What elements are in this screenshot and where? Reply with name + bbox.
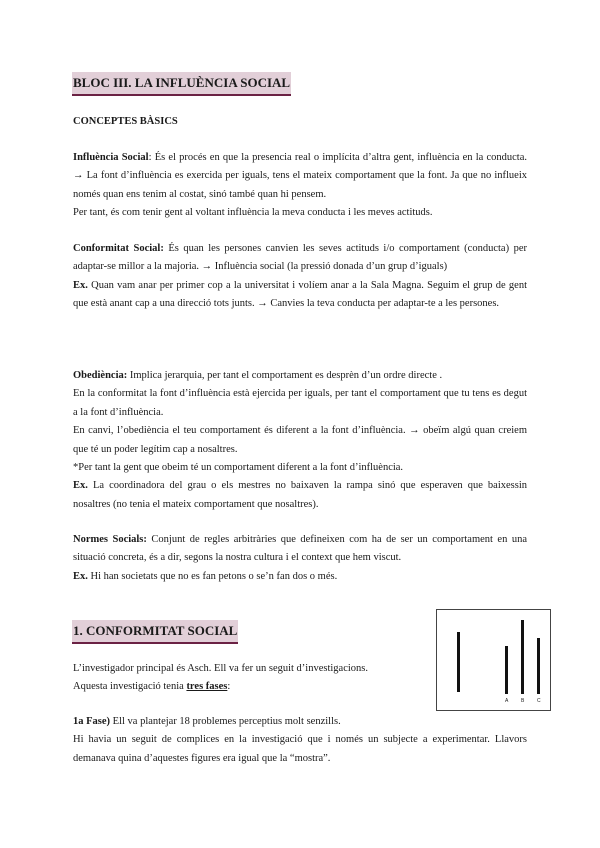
normes-example: Hi han societats que no es fan petons o se’n fan dos o més.	[87, 570, 338, 582]
comparison-line-b	[521, 620, 524, 694]
term-influencia: Influència Social	[73, 152, 149, 163]
example-label: Ex.	[73, 279, 88, 291]
paragraph-asch	[73, 660, 423, 697]
paragraph-influencia	[73, 149, 527, 223]
paragraph-normes	[73, 531, 527, 586]
paragraph-conformitat	[73, 240, 527, 314]
obediencia-line3: En canvi, l’obediència el teu comportament és diferent a la font d’influència. → obeïm algú quan creiem que té un poder legítim cap a nosaltres.	[73, 425, 527, 455]
reference-line	[457, 632, 460, 692]
influencia-line2: Per tant, és com tenir gent al voltant influència la meva conducta i les meves actituds.	[73, 207, 433, 219]
asch-line2-pre: Aquesta investigació tenia	[73, 681, 187, 693]
label-a: A	[505, 698, 509, 704]
bloc-heading: BLOC III. LA INFLUÈNCIA SOCIAL	[72, 72, 291, 96]
example-label: Ex.	[73, 570, 88, 582]
label-c: C	[537, 698, 541, 704]
asch-lines-figure	[436, 609, 551, 711]
asch-line1: L’investigador principal és Asch. Ell va fer un seguit d’investigacions.	[73, 663, 369, 674]
term-conformitat: Conformitat Social:	[73, 243, 164, 254]
obediencia-line4: *Per tant la gent que obeim té un comportament diferent a la font d’influència.	[73, 462, 404, 474]
conformitat-example: Quan vam anar per primer cop a la universitat i volíem anar a la Sala Magna. Seguim el grup de gent que està anant cap a una direcció tots junts. → Canvies la teva conducta per adaptar-te a les persones.	[73, 279, 527, 310]
normes-text: Conjunt de regles arbitràries que defineixen com ha de ser un comportament en una situació concreta, és a dir, segons la nostra cultura i el context que hem viscut.	[73, 534, 527, 564]
comparison-line-a	[505, 646, 508, 694]
asch-line2-underlined: tres fases	[186, 681, 228, 693]
term-normes: Normes Socials:	[73, 534, 147, 545]
paragraph-obediencia	[73, 367, 527, 514]
fase1-line2: Hi havia un seguit de complices en la investigació que i només un subjecte a experimentar. Llavors demanava quina d’aquestes figures era igual que la “mostra”.	[73, 734, 527, 764]
section-heading-conformitat: 1. CONFORMITAT SOCIAL	[72, 620, 238, 644]
obediencia-line2: En la conformitat la font d’influència està ejercida per iguals, per tant el comportament que tu tens es degut a la font d’influència.	[73, 388, 527, 418]
asch-line2-post: :	[227, 681, 231, 693]
subheading-conceptes: CONCEPTES BÀSICS	[73, 116, 178, 127]
fase1-label: 1a Fase)	[73, 716, 111, 727]
fase1-text: Ell va plantejar 18 problemes perceptius molt senzills.	[110, 716, 341, 727]
influencia-text: : És el procés en que la presencia real o implícita d’altra gent, influència en la conducta. → La font d’influència es exercida per iguals, tens el mateix comportament que la font. Ja que no influeix només quan ens tenim al costat, sinó també quan hi pensem.	[73, 152, 528, 200]
conformitat-text: És quan les persones canvien les seves actituds i/o comportament (conducta) per adaptar-se millor a la majoria. → Influència social (la pressió donada d’un grup d’iguals)	[73, 243, 527, 273]
paragraph-fase1	[73, 713, 527, 768]
comparison-line-c	[537, 638, 540, 694]
obediencia-text: Implica jerarquia, per tant el comportament es desprèn d’un ordre directe .	[127, 370, 443, 381]
obediencia-example: La coordinadora del grau o els mestres no baixaven la rampa sinó que esperaven que baixessin nosaltres (no tenia el mateix comportament que nosaltres).	[73, 480, 527, 510]
example-label: Ex.	[73, 480, 88, 492]
term-obediencia: Obediència:	[73, 370, 128, 381]
label-b: B	[521, 698, 525, 704]
